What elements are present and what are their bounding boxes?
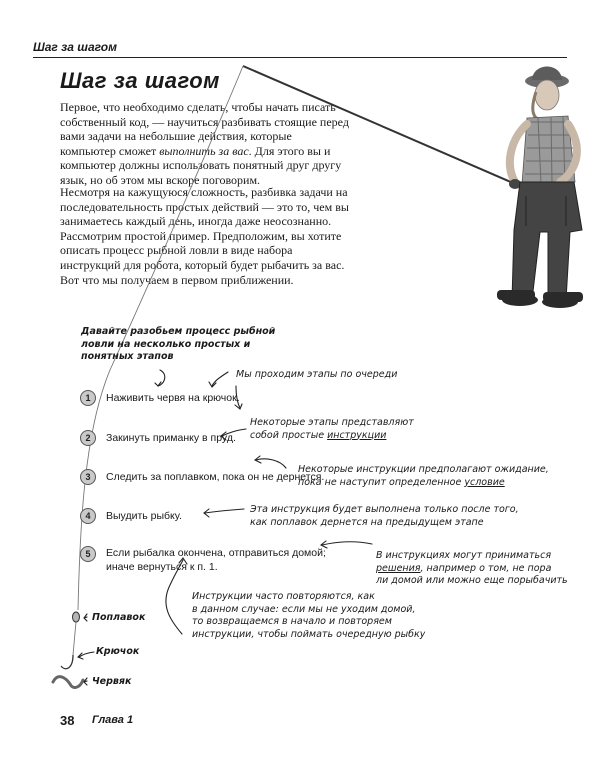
chapter-label: Глава 1 [92, 714, 134, 726]
note-wait: Некоторые инструкции предполагают ожидание, пока не наступит определенное условие [298, 464, 549, 488]
label-worm: Червяк [92, 676, 132, 687]
note-repeat: Инструкции часто повторяются, как в данном случае: если мы не уходим домой, то возвращаемся в начало и повторяем инструкции, чтобы поймать очередную рыбку [192, 591, 426, 639]
hook-icon [61, 655, 73, 669]
worm-icon [53, 677, 83, 688]
step-number-2: 2 [80, 430, 96, 446]
paragraph-1: Первое, что необходимо сделать, чтобы начать писать собственный код, — научиться разбивать стоящие перед вами задачи на небольшие действия, которые компьютер сможет выполнить за вас. Для этого вы и компьютер должны использовать понятный друг другу язык, но об этом мы вскоре поговорим. [60, 100, 349, 187]
step-number-5: 5 [80, 546, 96, 562]
step-text-2: Закинуть приманку в пруд. [106, 432, 236, 444]
step-text-1: Наживить червя на крючок. [106, 392, 240, 404]
step-number-1: 1 [80, 390, 96, 406]
step-text-3: Следить за поплавком, пока он не дернется. [106, 471, 325, 483]
fisherwoman-figure [497, 67, 583, 309]
label-hook: Крючок [96, 646, 140, 657]
fishing-rod [243, 66, 520, 186]
note-simple: Некоторые этапы представляют собой простые инструкции [250, 417, 414, 441]
note-decision: В инструкциях могут приниматься решения, например о том, не пора ли домой или можно еще порыбачить [376, 550, 568, 586]
running-header: Шаг за шагом [33, 40, 117, 54]
note-order: Мы проходим этапы по очереди [236, 369, 398, 380]
intro-note: Давайте разобьем процесс рыбной ловли на несколько простых и понятных этапов [81, 326, 276, 362]
page-title: Шаг за шагом [60, 68, 220, 93]
step-number-4: 4 [80, 508, 96, 524]
page-number: 38 [60, 713, 75, 728]
step-number-3: 3 [80, 469, 96, 485]
label-float: Поплавок [92, 612, 146, 623]
step-text-5: Если рыбалка окончена, отправиться домой; иначе вернуться к п. 1. [106, 547, 326, 573]
note-after: Эта инструкция будет выполнена только после того, как поплавок дернется на предыдущем этапе [250, 504, 519, 528]
step-text-4: Выудить рыбку. [106, 510, 182, 522]
float-icon [73, 612, 80, 622]
paragraph-2: Несмотря на кажущуюся сложность, разбивка задачи на последовательность простых действий — это то, чем вы занимаетесь каждый день, иногда даже неосознанно. Рассмотрим простой пример. Предположим, вы хотите описать процесс рыбной ловли в виде набора инструкций для робота, который будет рыбачить за вас. Вот что мы получаем в первом приближении. [60, 185, 349, 287]
